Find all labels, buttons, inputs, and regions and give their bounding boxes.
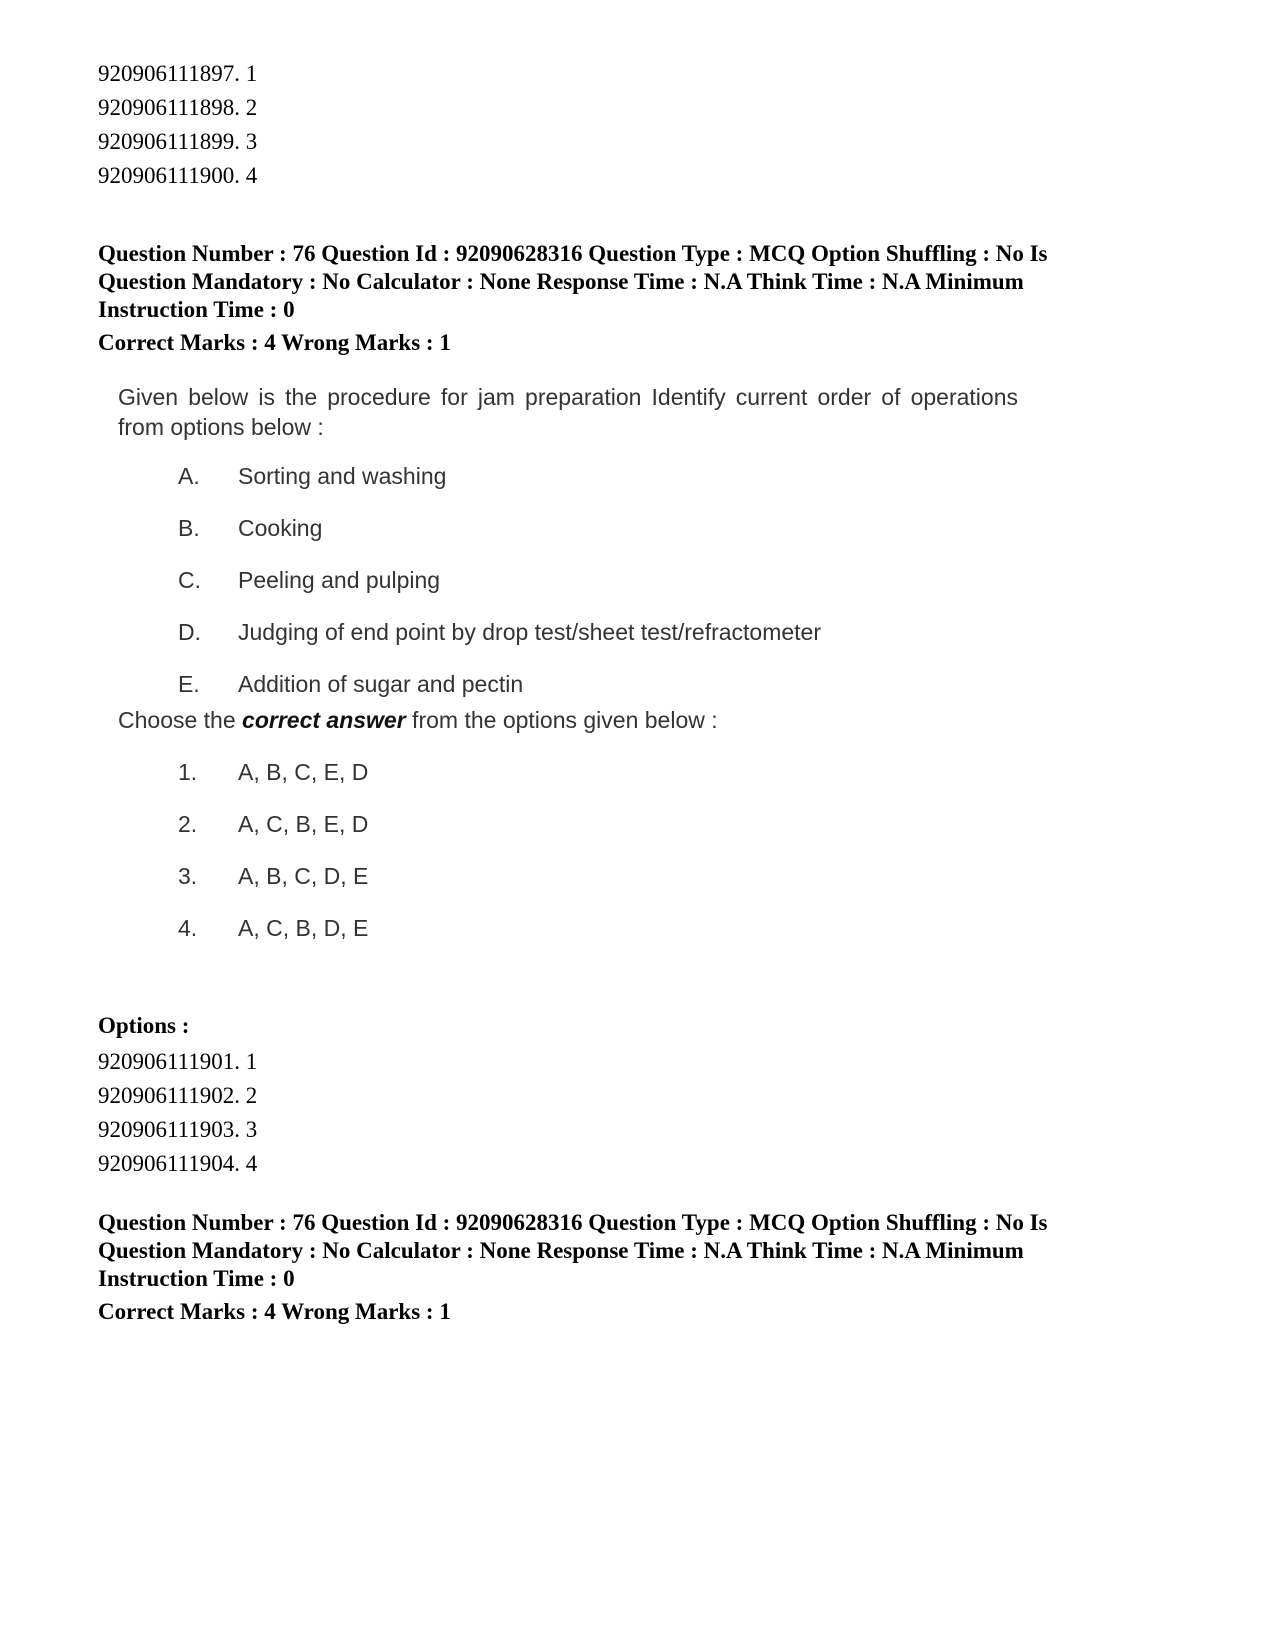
answer-text: A, B, C, D, E (238, 863, 369, 889)
answer-label: 4. (178, 915, 198, 941)
procedure-step (178, 616, 821, 648)
choose-suffix: from the options given below : (405, 707, 718, 733)
step-text: Judging of end point by drop test/sheet test/refractometer (238, 619, 822, 645)
option-id-line: 920906111898. 2 (98, 95, 258, 120)
options-heading: Options : (98, 1013, 190, 1038)
choose-instruction (118, 704, 718, 736)
question-stem: Given below is the procedure for jam preparation Identify current order of operations from options below : (118, 384, 1018, 440)
answer-choice (178, 756, 368, 788)
meta-line-1: Question Number : 76 Question Id : 92090628316 Question Type : MCQ Option Shuffling : No Is (98, 241, 1048, 266)
answer-label: 1. (178, 759, 198, 785)
answer-text: A, C, B, E, D (238, 811, 369, 837)
procedure-step (178, 564, 440, 596)
answer-choice (178, 912, 368, 944)
answer-text: A, B, C, E, D (238, 759, 369, 785)
step-label: C. (178, 567, 201, 593)
procedure-step (178, 512, 322, 544)
step-text: Sorting and washing (238, 463, 447, 489)
step-label: E. (178, 671, 200, 697)
previous-options-list (98, 57, 257, 193)
procedure-step (178, 460, 446, 492)
meta-line-3: Instruction Time : 0 (98, 297, 295, 322)
option-id-line: 920906111901. 1 (98, 1049, 258, 1074)
question-marks: Correct Marks : 4 Wrong Marks : 1 (98, 1299, 451, 1324)
option-id-line: 920906111900. 4 (98, 163, 258, 188)
step-label: A. (178, 463, 200, 489)
meta-line-2: Question Mandatory : No Calculator : None Response Time : N.A Think Time : N.A Minimum (98, 1238, 1024, 1263)
meta-line-2: Question Mandatory : No Calculator : None Response Time : N.A Think Time : N.A Minimum (98, 269, 1024, 294)
step-text: Addition of sugar and pectin (238, 671, 524, 697)
meta-line-1: Question Number : 76 Question Id : 92090628316 Question Type : MCQ Option Shuffling : No Is (98, 1210, 1048, 1235)
answer-text: A, C, B, D, E (238, 915, 369, 941)
step-text: Cooking (238, 515, 323, 541)
question-meta (98, 240, 1178, 324)
procedure-step (178, 668, 523, 700)
option-id-line: 920906111897. 1 (98, 61, 258, 86)
step-label: B. (178, 515, 200, 541)
option-id-line: 920906111902. 2 (98, 1083, 258, 1108)
option-id-line: 920906111903. 3 (98, 1117, 258, 1142)
option-id-line: 920906111899. 3 (98, 129, 258, 154)
question-marks: Correct Marks : 4 Wrong Marks : 1 (98, 330, 451, 355)
step-text: Peeling and pulping (238, 567, 441, 593)
answer-choice (178, 860, 368, 892)
options-list (98, 1045, 257, 1181)
question-content (118, 382, 1018, 941)
choose-emphasis: correct answer (242, 707, 406, 733)
answer-label: 2. (178, 811, 198, 837)
choose-prefix: Choose the (118, 707, 243, 733)
step-label: D. (178, 619, 201, 645)
option-id-line: 920906111904. 4 (98, 1151, 258, 1176)
meta-line-3: Instruction Time : 0 (98, 1266, 295, 1291)
answer-label: 3. (178, 863, 198, 889)
question-meta (98, 1209, 1178, 1293)
answer-choice (178, 808, 368, 840)
